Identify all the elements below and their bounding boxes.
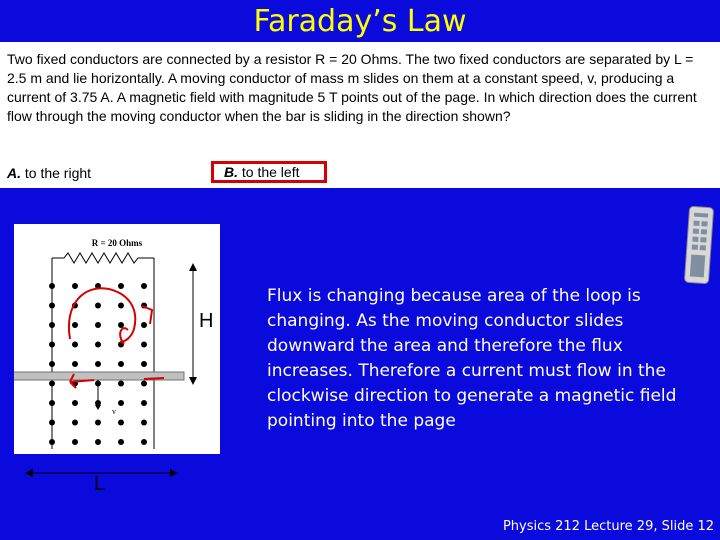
h-arrowhead-bottom <box>189 377 197 385</box>
resistor-label: R = 20 Ohms <box>91 238 143 248</box>
answer-b-text: to the left <box>241 164 300 180</box>
slide-title: Faraday’s Law <box>253 4 467 39</box>
h-label: H <box>199 310 214 332</box>
slide-footer: Physics 212 Lecture 29, Slide 12 <box>502 519 714 534</box>
answer-a-text: to the right <box>24 165 92 181</box>
explanation-text: Flux is changing because area of the loop is changing. As the moving conductor slides downward the area and therefore the flux increases. Therefore a current must flow in the clockwise direction to generate a magnetic field pointing into the page <box>267 286 677 431</box>
question-text: Two fixed conductors are connected by a resistor R = 20 Ohms. The two fixed conductors are separated by L = 2.5 m and lie horizontally. A moving conductor of mass m slides on them at a constant speed, v, producing a current of 3.75 A. A magnetic field with magnitude 5 T points out of the page. In which direction does the current flow through the moving conductor when the bar is sliding in the direction shown? <box>7 51 697 124</box>
clicker-remote-icon <box>683 205 715 285</box>
answer-b-letter: B. <box>224 164 238 180</box>
l-arrowhead-left <box>25 469 33 477</box>
answer-a-letter: A. <box>7 165 21 181</box>
l-arrowhead-right <box>170 469 178 477</box>
l-label: L <box>94 473 106 495</box>
velocity-label: v <box>112 407 116 416</box>
h-arrowhead-top <box>189 263 197 271</box>
